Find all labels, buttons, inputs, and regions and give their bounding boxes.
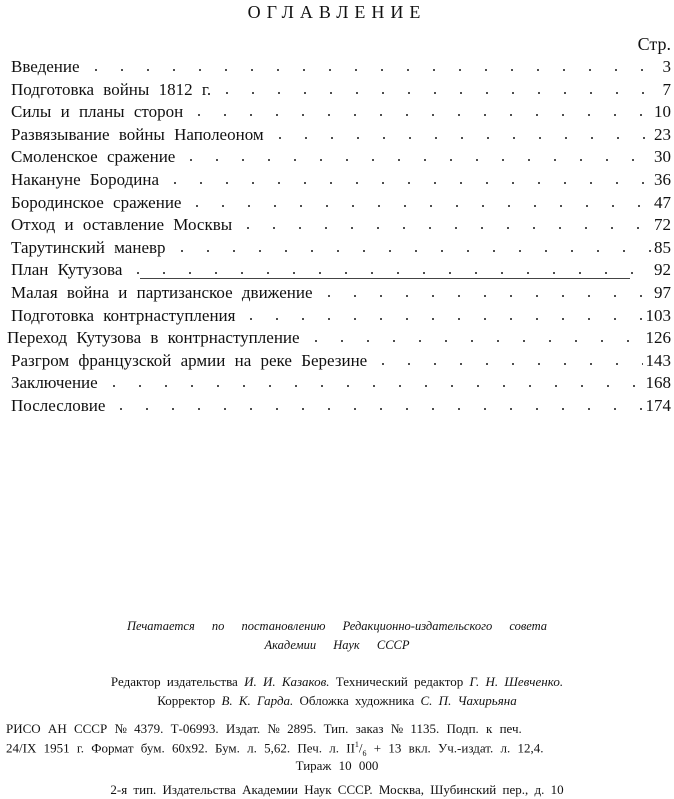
credits-line2 [0,693,674,709]
publication-note-line2: Академии Наук СССР [264,638,410,652]
tech-editor-name: Г. Н. Шевченко. [469,674,564,689]
toc-entry-title: Разгром французской армии на реке Березине [11,350,368,370]
toc-entry [11,372,674,394]
toc-dot-leader [125,270,651,276]
imprint-line2 [6,740,670,758]
toc-entry [11,305,674,327]
toc-entry-title: Тарутинский маневр [11,237,166,257]
toc-dot-leader [169,248,651,254]
toc-entry-title: Малая война и партизанское движение [11,283,313,302]
toc-entry-title: Подготовка войны 1812 г. [11,79,212,99]
divider-line [140,278,630,279]
toc-entry-title: Развязывание войны Наполеоном [11,124,264,144]
toc-entry-title: Бородинское сражение [11,192,182,212]
toc-entry-title: Введение [11,57,80,76]
toc-dot-leader [267,135,651,141]
toc-entry-page-number: 3 [662,57,671,76]
toc-entry-page-number: 103 [645,305,671,325]
toc-entry [11,79,674,101]
toc-entry [11,395,674,417]
toc-entry-title: Накануне Бородина [11,170,160,189]
toc-entry-page-number: 72 [654,215,671,235]
editor-label: Редактор издательства [110,674,238,689]
toc-entry [7,327,674,349]
credits-line1 [0,674,674,690]
toc-entry-title: План Кутузова [11,260,123,280]
toc-dot-leader [162,180,651,186]
toc-dot-leader [178,157,651,163]
toc-entry-page-number: 47 [654,192,671,212]
toc-entry-title: Заключение [11,373,98,393]
toc-entry-page-number: 23 [654,124,671,144]
toc-dot-leader [214,90,659,96]
toc-entry-page-number: 97 [654,283,671,302]
imprint-fraction-numerator: 1 [354,740,359,749]
toc-entry-page-number: 85 [654,237,671,257]
print-run: Тираж 10 000 [295,758,379,773]
toc-entry [11,169,674,191]
toc-entry-page-number: 30 [654,147,671,167]
imprint-line2-end: + 13 вкл. Уч.-издат. л. 12,4. [366,740,544,756]
publication-note-line1: Печатается по постановлению Редакционно-издательского совета [126,619,548,633]
toc-entry-title: Смоленское сражение [11,147,176,167]
toc-entry-page-number: 92 [654,260,671,280]
toc-entry [11,282,674,304]
toc-entry-page-number: 174 [645,396,671,415]
toc-entry [11,237,674,259]
toc-dot-leader [186,112,651,118]
toc-entry-title: Силы и планы сторон [11,102,184,122]
toc-dot-leader [101,383,643,389]
toc-entry-page-number: 168 [645,373,671,393]
toc-entry-page-number: 143 [645,350,671,370]
cover-name: С. П. Чахирьяна [420,693,517,708]
toc-dot-leader [316,293,652,299]
toc-entry-page-number: 36 [654,170,671,189]
toc-dot-leader [370,361,642,367]
toc-entry-title: Отход и оставление Москвы [11,215,233,235]
toc-dot-leader [235,225,651,231]
editor-name: И. И. Казаков. [244,674,330,689]
imprint-line2-start: 24/IX 1951 г. Формат бум. 60x92. Бум. л. 5,62. Печ. л. II [6,740,355,756]
toc-entry [11,146,674,168]
printer-line: 2-я тип. Издательства Академии Наук СССР. Москва, Шубинский пер., д. 10 [110,782,564,797]
toc-entry [11,192,674,214]
toc-dot-leader [108,406,642,412]
toc-dot-leader [83,67,660,73]
page-column-label: Стр. [637,34,671,54]
proofreader-label: Корректор [157,693,216,708]
toc-entry-page-number: 10 [654,102,671,122]
toc-dot-leader [303,338,643,344]
toc-entry [11,214,674,236]
toc-entry [11,124,674,146]
tech-editor-label: Технический редактор [335,674,464,689]
toc-entry [11,101,674,123]
toc-dot-leader [184,203,651,209]
proofreader-name: В. К. Гарда. [221,693,294,708]
page-title: ОГЛАВЛЕНИЕ [247,2,427,22]
imprint-line1: РИСО АН СССР № 4379. Т-06993. Издат. № 2895. Тип. заказ № 1135. Подп. к печ. [6,721,522,736]
imprint-fraction-denominator: 6 [362,748,367,758]
toc-entry-title: Переход Кутузова в контрнаступление [7,328,300,348]
toc-entry-title: Подготовка контрнаступления [11,305,236,325]
toc-entry-page-number: 7 [662,79,671,99]
toc-dot-leader [238,316,642,322]
toc-entry [11,350,674,372]
toc-entry [11,56,674,78]
toc-entry-title: Послесловие [11,396,106,415]
imprint-fraction-slash: / [358,740,363,756]
cover-label: Обложка художника [299,693,415,708]
toc-entry-page-number: 126 [645,328,671,348]
